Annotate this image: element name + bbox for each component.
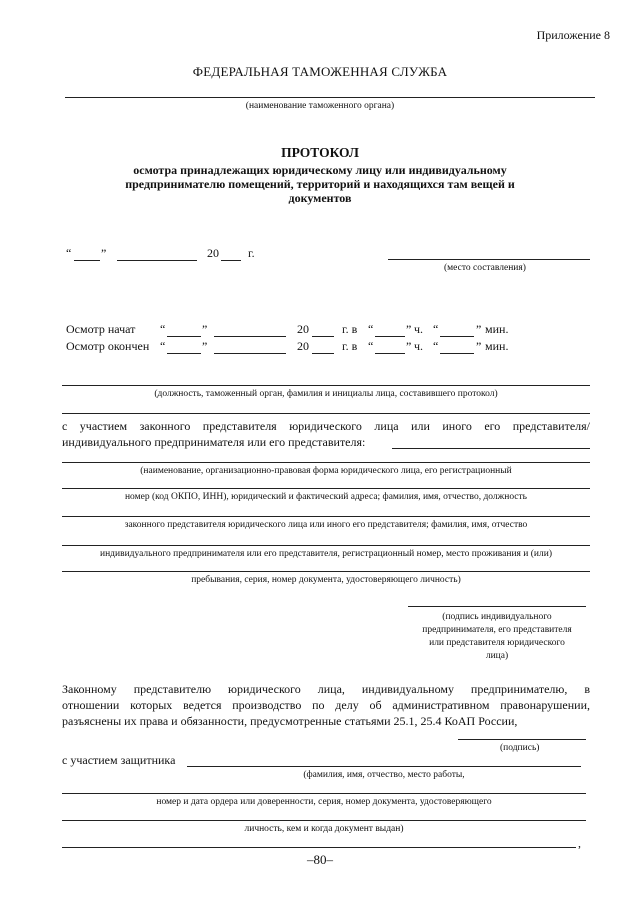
start-open-quote: “ — [160, 322, 166, 336]
defender-field-3[interactable] — [62, 820, 586, 821]
defender-field-4[interactable] — [62, 847, 576, 848]
end-hour-close-quote: ” — [406, 339, 412, 353]
protocol-title: ПРОТОКОЛ — [281, 145, 359, 160]
defender-caption-3: личность, кем и когда документ выдан) — [244, 824, 404, 834]
end-hour-field[interactable] — [375, 353, 405, 354]
entity-caption-3: законного представителя юридического лица или иного его представителя; фамилия, имя, отчество — [124, 520, 528, 530]
end-year-field[interactable] — [312, 353, 334, 354]
rights-line-2: отношении которых ведется производство по делу об административном правонарушении, — [62, 698, 590, 712]
defender-label: с участием защитника — [62, 753, 176, 767]
end-minute-field[interactable] — [440, 353, 474, 354]
agency-name: ФЕДЕРАЛЬНАЯ ТАМОЖЕННАЯ СЛУЖБА — [192, 64, 448, 79]
official-caption: (должность, таможенный орган, фамилия и инициалы лица, составившего протокол) — [154, 389, 498, 399]
subtitle-line-2: предпринимателю помещений, территорий и находящихся там вещей и — [125, 177, 515, 191]
rights-line-1: Законному представителю юридического лица, индивидуальному предпринимателю, в — [62, 682, 590, 696]
place-caption: (место составления) — [444, 263, 526, 273]
defender-field-1[interactable] — [187, 766, 581, 767]
end-month-field[interactable] — [214, 353, 286, 354]
entity-field-4[interactable] — [62, 545, 590, 546]
official-field[interactable] — [62, 385, 590, 386]
start-year-prefix: 20 — [297, 322, 309, 336]
start-day-field[interactable] — [167, 336, 201, 337]
entity-field-5[interactable] — [62, 571, 590, 572]
start-minutes-label: мин. — [485, 322, 509, 336]
start-min-open-quote: “ — [433, 322, 439, 336]
page-number: –80– — [307, 852, 333, 867]
start-minute-field[interactable] — [440, 336, 474, 337]
signature-caption-1-line-2: предпринимателя, его представителя — [422, 625, 572, 635]
date-year-prefix: 20 — [207, 246, 219, 260]
signature-caption-1 — [404, 611, 590, 663]
date-year-suffix: г. — [248, 246, 255, 260]
end-day-field[interactable] — [167, 353, 201, 354]
entity-field-3[interactable] — [62, 516, 590, 517]
date-close-quote: ” — [101, 246, 107, 260]
defender-caption-2: номер и дата ордера или доверенности, серия, номер документа, удостоверяющего — [156, 797, 492, 807]
end-min-open-quote: “ — [433, 339, 439, 353]
defender-trailing-comma: , — [578, 836, 581, 850]
signature-caption-1-line-4: лица) — [485, 651, 509, 661]
signature-field-2[interactable] — [458, 739, 586, 740]
end-minutes-label: мин. — [485, 339, 509, 353]
end-hour-open-quote: “ — [368, 339, 374, 353]
inspection-end-label: Осмотр окончен — [66, 339, 150, 353]
entity-caption-5: пребывания, серия, номер документа, удостоверяющего личность) — [191, 575, 461, 585]
end-min-close-quote: ” — [476, 339, 482, 353]
appendix-label: Приложение 8 — [536, 28, 610, 42]
protocol-subtitle — [0, 163, 640, 205]
start-hour-close-quote: ” — [406, 322, 412, 336]
participation-field[interactable] — [392, 448, 590, 449]
signature-caption-2: (подпись) — [500, 743, 540, 753]
start-close-quote: ” — [202, 322, 208, 336]
defender-field-2[interactable] — [62, 793, 586, 794]
start-min-close-quote: ” — [476, 322, 482, 336]
start-hours-label: ч. — [414, 322, 424, 336]
signature-caption-1-line-3: или представителя юридического — [429, 638, 565, 648]
entity-caption-4: индивидуального предпринимателя или его представителя, регистрационный номер, место проживания и (или) — [100, 549, 552, 559]
place-field[interactable] — [388, 259, 590, 260]
start-year-field[interactable] — [312, 336, 334, 337]
signature-field-1[interactable] — [408, 606, 586, 607]
date-day-field[interactable] — [74, 260, 100, 261]
entity-field-1[interactable] — [62, 462, 590, 463]
agency-caption: (наименование таможенного органа) — [245, 101, 395, 111]
date-month-field[interactable] — [117, 260, 197, 261]
entity-caption-1: (наименование, организационно-правовая форма юридического лица, его регистрационный — [140, 466, 512, 476]
end-hours-label: ч. — [414, 339, 424, 353]
end-year-prefix: 20 — [297, 339, 309, 353]
entity-field-2[interactable] — [62, 488, 590, 489]
end-g-v: г. в — [342, 339, 358, 353]
agency-line — [65, 97, 595, 98]
end-open-quote: “ — [160, 339, 166, 353]
rights-line-3: разъяснены их права и обязанности, предусмотренные статьями 25.1, 25.4 КоАП России, — [62, 714, 518, 728]
start-g-v: г. в — [342, 322, 358, 336]
date-open-quote: “ — [66, 246, 72, 260]
signature-caption-1-line-1: (подпись индивидуального — [442, 612, 552, 622]
participation-line-2: индивидуального предпринимателя или его представителя: — [62, 435, 366, 449]
defender-caption-1: (фамилия, имя, отчество, место работы, — [303, 770, 465, 780]
end-close-quote: ” — [202, 339, 208, 353]
participation-line-1: с участием законного представителя юридического лица или иного его представителя/ — [62, 419, 590, 433]
start-hour-field[interactable] — [375, 336, 405, 337]
inspection-start-label: Осмотр начат — [66, 322, 136, 336]
rights-text — [62, 681, 590, 729]
subtitle-line-3: документов — [288, 191, 352, 205]
official-field-2[interactable] — [62, 413, 590, 414]
subtitle-line-1: осмотра принадлежащих юридическому лицу или индивидуальному — [133, 163, 507, 177]
start-month-field[interactable] — [214, 336, 286, 337]
start-hour-open-quote: “ — [368, 322, 374, 336]
entity-caption-2: номер (код ОКПО, ИНН), юридический и фактический адреса; фамилия, имя, отчество, должность — [124, 492, 528, 502]
date-year-field[interactable] — [221, 260, 241, 261]
